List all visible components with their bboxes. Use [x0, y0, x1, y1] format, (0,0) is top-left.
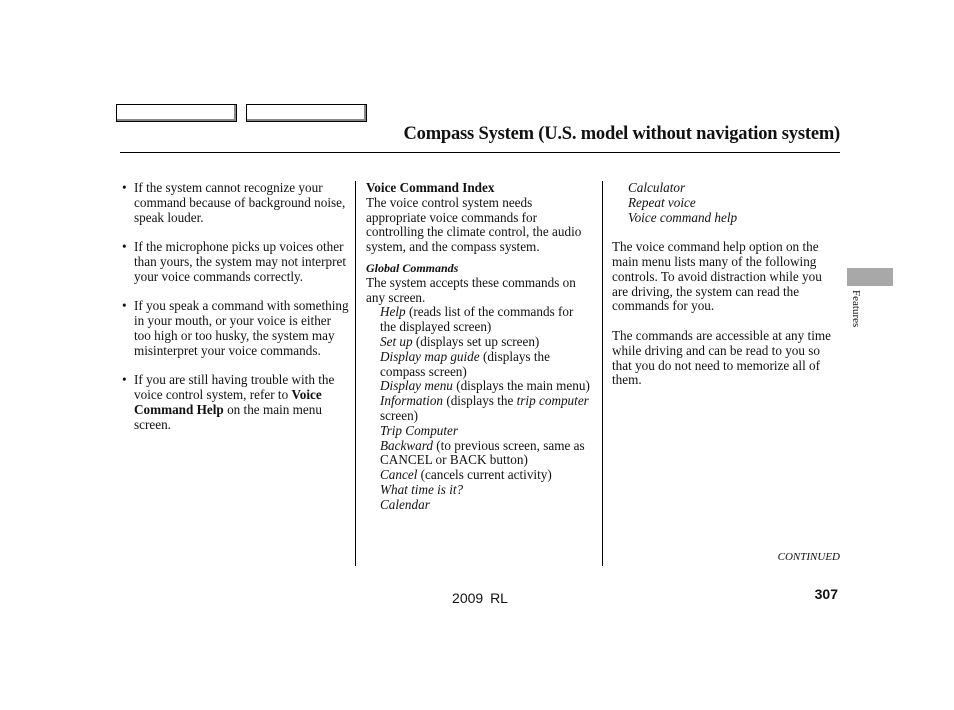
bullet-item — [122, 240, 350, 284]
command-entry — [366, 498, 592, 513]
command-desc: (displays the — [443, 393, 517, 409]
column-middle — [366, 181, 592, 513]
command-entry — [366, 439, 592, 469]
command-entry: Voice command help — [628, 209, 738, 225]
subsection-heading: Global Commands — [366, 260, 459, 275]
command-entry: Calculator — [628, 180, 686, 195]
bullet-item — [122, 299, 350, 358]
command-entry: Repeat voice — [628, 194, 696, 210]
page-number: 307 — [814, 586, 838, 602]
command-name: Trip Computer — [380, 422, 459, 438]
access-paragraph: The commands are accessible at any time while driving and can be read to you so that you do not need to memorize all of them. — [612, 327, 831, 388]
help-paragraph: The voice command help option on the main menu lists many of the following controls. To avoid distraction while you are driving, the system can read the commands for you. — [612, 239, 822, 314]
nav-box-left[interactable] — [116, 104, 237, 122]
section-heading: Voice Command Index — [366, 180, 495, 195]
bullet-icon: • — [122, 239, 127, 255]
bullet-text: If the microphone picks up voices other than yours, the system may not interpret your voice commands correctly. — [134, 239, 347, 284]
page-title: Compass System (U.S. model without navigation system) — [403, 124, 840, 144]
command-name: Help — [380, 304, 406, 320]
title-divider — [120, 152, 840, 153]
command-name: Set up — [380, 333, 413, 349]
command-name-secondary: trip computer — [516, 393, 589, 409]
command-entry — [366, 350, 592, 380]
command-entry — [366, 483, 592, 498]
command-desc: (displays set up screen) — [412, 333, 540, 349]
column-left — [122, 181, 350, 447]
section-tab[interactable] — [847, 268, 893, 286]
column-divider-1 — [355, 181, 356, 566]
footer-model: 2009 RL — [452, 590, 508, 606]
nav-box-right[interactable] — [246, 104, 367, 122]
bullet-icon: • — [122, 180, 127, 195]
bullet-text-post: on the main menu screen. — [134, 401, 322, 432]
column-right — [612, 181, 840, 388]
bullet-item — [122, 373, 350, 432]
bullet-text: If you speak a command with something in your mouth, or your voice is either too high or too husky, the system may misinterpret your voice commands. — [134, 298, 349, 358]
command-entry — [366, 335, 592, 350]
continued-label: CONTINUED — [777, 551, 840, 563]
command-name: Calendar — [380, 496, 430, 512]
command-name: Display menu — [380, 378, 453, 394]
bullet-icon: • — [122, 298, 127, 314]
command-desc-secondary: screen) — [380, 407, 419, 423]
bullet-text: If the system cannot recognize your command because of background noise, speak louder. — [134, 180, 346, 225]
bullet-item — [122, 181, 350, 225]
command-desc: (displays the main menu) — [452, 378, 590, 394]
command-entry — [366, 468, 592, 483]
command-name: What time is it? — [380, 481, 464, 497]
command-name: Cancel — [380, 467, 418, 483]
command-entry — [366, 424, 592, 439]
command-name: Information — [380, 393, 444, 409]
command-name: Backward — [380, 437, 433, 453]
command-desc: (to previous screen, same as CANCEL or BACK button) — [380, 437, 585, 468]
accepts-text: The system accepts these commands on any screen. — [366, 274, 576, 305]
section-intro: The voice control system needs appropriate voice commands for controlling the climate control, the audio system, and the compass system. — [366, 194, 582, 255]
command-name: Display map guide — [380, 348, 480, 364]
command-entry — [366, 305, 592, 335]
command-desc: (cancels current activity) — [417, 467, 552, 483]
bullet-text-pre: If you are still having trouble with the voice control system, refer to — [134, 372, 335, 403]
column-divider-2 — [602, 181, 603, 566]
command-entry — [366, 379, 592, 394]
bullet-icon: • — [122, 372, 127, 388]
command-desc: (displays the compass screen) — [380, 348, 550, 379]
command-entry — [366, 394, 592, 424]
voice-command-help-ref: Voice Command Help — [134, 387, 322, 417]
section-tab-label: Features — [850, 290, 862, 328]
command-desc: (reads list of the commands for the displayed screen) — [380, 304, 574, 335]
